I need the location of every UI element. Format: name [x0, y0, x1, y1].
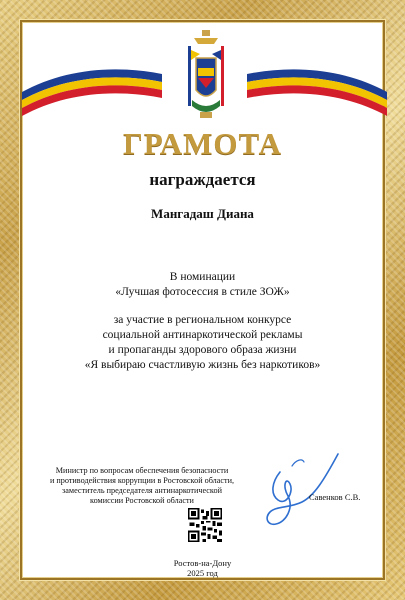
- certificate-title: ГРАМОТА: [123, 126, 282, 161]
- minister-line: заместитель председателя антинаркотической: [62, 486, 222, 495]
- minister-line: Министр по вопросам обеспечения безопасности: [55, 466, 229, 475]
- signer-name: Савенков С.В.: [309, 492, 361, 502]
- rostov-coat-of-arms-icon: [184, 28, 228, 124]
- nomination-block: [22, 270, 383, 300]
- nomination-line: В номинации: [169, 271, 236, 283]
- qr-code-icon: [188, 508, 222, 542]
- participation-line: «Я выбираю счастливую жизнь без наркотиков»: [84, 359, 321, 371]
- city-year-block: [22, 558, 383, 578]
- awarded-heading: награждается: [149, 170, 256, 189]
- year-label: 2025 год: [187, 568, 218, 578]
- minister-line: комиссии Ростовской области: [90, 496, 194, 505]
- minister-title-block: [42, 466, 242, 506]
- participation-block: [22, 313, 383, 373]
- handwritten-signature: [242, 442, 352, 532]
- participation-line: и пропаганды здорового образа жизни: [108, 344, 297, 356]
- certificate-inner-panel: [20, 20, 385, 580]
- minister-line: и противодействия коррупции в Ростовской области,: [49, 476, 235, 485]
- participation-line: за участие в региональном конкурсе: [113, 314, 292, 326]
- nomination-line: «Лучшая фотосессия в стиле ЗОЖ»: [115, 286, 290, 298]
- city-name: Ростов-на-Дону: [173, 558, 232, 568]
- participation-line: социальной антинаркотической рекламы: [102, 329, 303, 341]
- recipient-name: Мангадаш Диана: [151, 206, 254, 221]
